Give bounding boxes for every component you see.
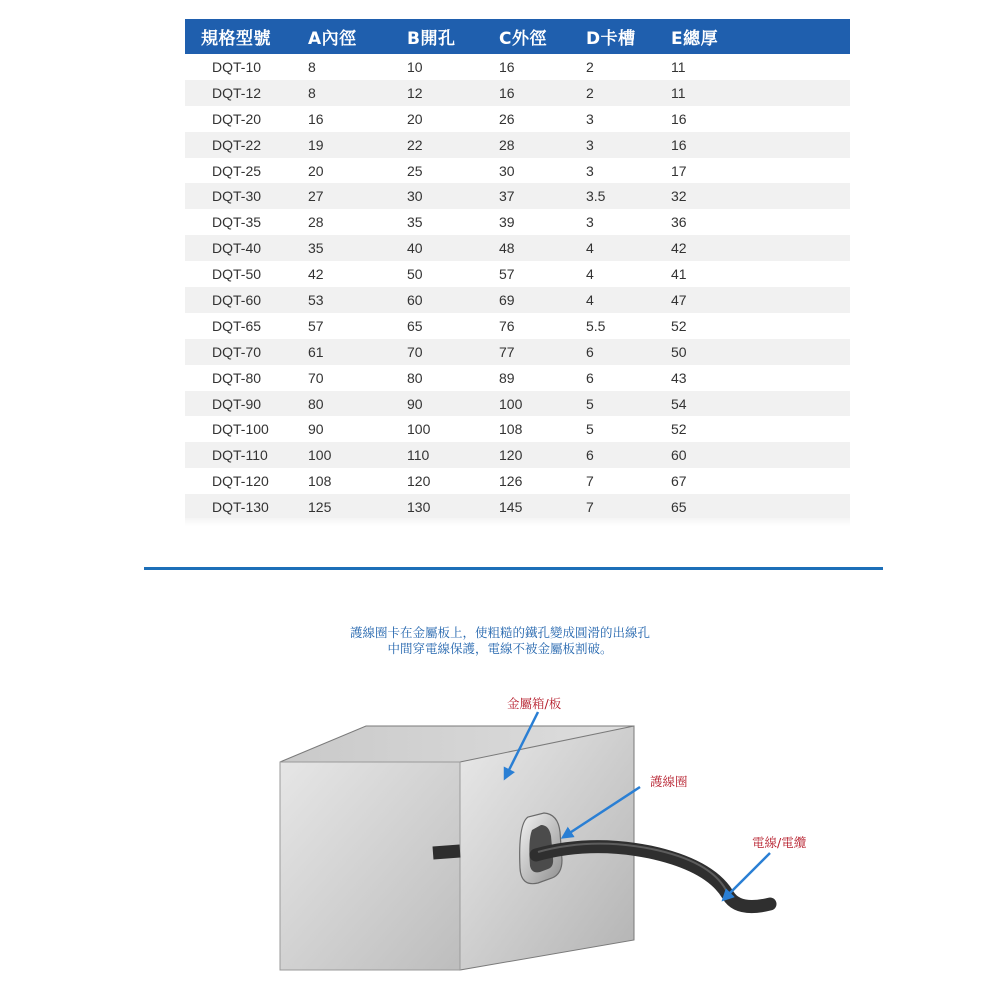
label-cable: 電線/電纜	[752, 835, 807, 850]
cell-slot: 6	[586, 343, 594, 360]
section-divider	[144, 567, 883, 570]
cell-model: DQT-110	[212, 447, 268, 464]
cell-slot: 7	[586, 473, 594, 490]
header-slot: D卡槽	[586, 29, 636, 49]
table-bottom-fade	[185, 518, 850, 526]
cell-slot: 3	[586, 110, 594, 127]
cell-outer-diameter: 57	[499, 266, 515, 283]
cell-hole-size: 22	[407, 136, 423, 153]
cell-hole-size: 70	[407, 343, 423, 360]
cell-slot: 4	[586, 291, 594, 308]
cell-model: DQT-70	[212, 343, 262, 360]
cell-slot: 5	[586, 421, 594, 438]
cell-total-thickness: 67	[671, 473, 687, 490]
cell-inner-diameter: 90	[308, 421, 324, 438]
diagram-svg	[270, 690, 830, 990]
cell-model: DQT-22	[212, 136, 262, 153]
cell-hole-size: 60	[407, 291, 423, 308]
cell-hole-size: 35	[407, 214, 423, 231]
cell-slot: 5	[586, 395, 594, 412]
cell-total-thickness: 43	[671, 369, 687, 386]
cell-model: DQT-80	[212, 369, 262, 386]
cell-outer-diameter: 69	[499, 291, 515, 308]
cable-inner	[433, 851, 460, 853]
cell-total-thickness: 11	[671, 84, 686, 101]
cell-outer-diameter: 30	[499, 162, 515, 179]
cell-total-thickness: 52	[671, 317, 687, 334]
cell-model: DQT-50	[212, 266, 262, 283]
table-row	[185, 313, 850, 339]
cell-hole-size: 120	[407, 473, 431, 490]
cell-outer-diameter: 76	[499, 317, 515, 334]
cell-outer-diameter: 108	[499, 421, 523, 438]
cell-total-thickness: 16	[671, 110, 687, 127]
table-body	[185, 54, 850, 520]
cell-outer-diameter: 26	[499, 110, 515, 127]
cell-slot: 7	[586, 499, 594, 516]
cell-slot: 6	[586, 447, 594, 464]
cell-outer-diameter: 16	[499, 84, 515, 101]
table-row	[185, 416, 850, 442]
cell-inner-diameter: 28	[308, 214, 324, 231]
cell-total-thickness: 11	[671, 58, 686, 75]
cell-inner-diameter: 27	[308, 188, 324, 205]
table-row	[185, 80, 850, 106]
cell-slot: 3	[586, 214, 594, 231]
cell-hole-size: 25	[407, 162, 423, 179]
cell-hole-size: 130	[407, 499, 431, 516]
header-hole-size: B開孔	[407, 29, 456, 49]
table-row	[185, 261, 850, 287]
table-row	[185, 287, 850, 313]
header-outer-diameter: C外徑	[499, 29, 547, 49]
cell-outer-diameter: 28	[499, 136, 515, 153]
table-row	[185, 339, 850, 365]
cell-outer-diameter: 126	[499, 473, 523, 490]
cell-slot: 2	[586, 58, 594, 75]
cell-inner-diameter: 16	[308, 110, 324, 127]
table-row	[185, 494, 850, 520]
table-row	[185, 54, 850, 80]
cell-slot: 3.5	[586, 188, 606, 205]
table-row	[185, 468, 850, 494]
cell-slot: 6	[586, 369, 594, 386]
cell-total-thickness: 47	[671, 291, 687, 308]
cell-model: DQT-30	[212, 188, 262, 205]
header-total-thickness: E總厚	[671, 29, 719, 49]
table-row	[185, 442, 850, 468]
cell-model: DQT-100	[212, 421, 269, 438]
cell-model: DQT-12	[212, 84, 262, 101]
header-model: 規格型號	[201, 29, 271, 49]
spec-table	[185, 19, 850, 520]
cell-hole-size: 12	[407, 84, 423, 101]
cell-outer-diameter: 16	[499, 58, 515, 75]
table-row	[185, 209, 850, 235]
cell-hole-size: 20	[407, 110, 423, 127]
arrow-cable	[725, 853, 770, 898]
cell-slot: 5.5	[586, 317, 606, 334]
cell-hole-size: 30	[407, 188, 423, 205]
cell-inner-diameter: 8	[308, 58, 316, 75]
cell-hole-size: 80	[407, 369, 423, 386]
description-line-2: 中間穿電線保護，電線不被金屬板割破。	[387, 641, 613, 656]
cell-outer-diameter: 145	[499, 499, 523, 516]
cell-model: DQT-10	[212, 58, 262, 75]
cell-hole-size: 100	[407, 421, 431, 438]
cell-total-thickness: 32	[671, 188, 687, 205]
label-grommet: 護線圈	[650, 774, 688, 789]
cell-inner-diameter: 42	[308, 266, 324, 283]
table-header-row	[185, 19, 850, 54]
box-front-face	[280, 762, 460, 970]
description-line-1: 護線圈卡在金屬板上，使粗糙的鐵孔變成圓滑的出線孔	[349, 625, 650, 640]
cell-outer-diameter: 120	[499, 447, 523, 464]
cell-total-thickness: 54	[671, 395, 687, 412]
cell-outer-diameter: 89	[499, 369, 515, 386]
cell-model: DQT-120	[212, 473, 269, 490]
cell-inner-diameter: 53	[308, 291, 324, 308]
cell-inner-diameter: 80	[308, 395, 324, 412]
cell-hole-size: 65	[407, 317, 423, 334]
cell-hole-size: 40	[407, 240, 423, 257]
table-row	[185, 235, 850, 261]
cell-outer-diameter: 37	[499, 188, 515, 205]
header-inner-diameter: A內徑	[308, 29, 357, 49]
cell-inner-diameter: 100	[308, 447, 332, 464]
cell-slot: 3	[586, 136, 594, 153]
cell-outer-diameter: 48	[499, 240, 515, 257]
cell-total-thickness: 65	[671, 499, 687, 516]
cell-inner-diameter: 35	[308, 240, 324, 257]
cell-model: DQT-35	[212, 214, 262, 231]
cell-model: DQT-25	[212, 162, 262, 179]
cell-inner-diameter: 61	[308, 343, 324, 360]
label-metal-box: 金屬箱/板	[507, 696, 562, 711]
cell-slot: 3	[586, 162, 594, 179]
cell-model: DQT-90	[212, 395, 262, 412]
cell-slot: 4	[586, 266, 594, 283]
cell-model: DQT-130	[212, 499, 269, 516]
cell-hole-size: 90	[407, 395, 423, 412]
cell-total-thickness: 36	[671, 214, 687, 231]
table-row	[185, 365, 850, 391]
cell-hole-size: 110	[407, 447, 430, 464]
cell-model: DQT-20	[212, 110, 262, 127]
cell-total-thickness: 60	[671, 447, 687, 464]
cell-model: DQT-40	[212, 240, 262, 257]
table-row	[185, 106, 850, 132]
cell-outer-diameter: 39	[499, 214, 515, 231]
cell-slot: 2	[586, 84, 594, 101]
cell-model: DQT-65	[212, 317, 262, 334]
cell-inner-diameter: 57	[308, 317, 324, 334]
cell-inner-diameter: 125	[308, 499, 332, 516]
cell-outer-diameter: 77	[499, 343, 515, 360]
cell-total-thickness: 50	[671, 343, 687, 360]
cell-outer-diameter: 100	[499, 395, 523, 412]
cell-hole-size: 50	[407, 266, 423, 283]
cell-total-thickness: 16	[671, 136, 687, 153]
cell-hole-size: 10	[407, 58, 423, 75]
table-row	[185, 391, 850, 417]
grommet-diagram	[270, 690, 830, 990]
cell-inner-diameter: 108	[308, 473, 332, 490]
cell-inner-diameter: 19	[308, 136, 324, 153]
cell-inner-diameter: 8	[308, 84, 316, 101]
cell-total-thickness: 42	[671, 240, 687, 257]
cell-slot: 4	[586, 240, 594, 257]
cell-total-thickness: 52	[671, 421, 687, 438]
table-row	[185, 183, 850, 209]
table-row	[185, 132, 850, 158]
cell-inner-diameter: 70	[308, 369, 324, 386]
cell-total-thickness: 41	[671, 266, 687, 283]
cell-model: DQT-60	[212, 291, 262, 308]
cell-inner-diameter: 20	[308, 162, 324, 179]
table-row	[185, 158, 850, 184]
cell-total-thickness: 17	[671, 162, 687, 179]
